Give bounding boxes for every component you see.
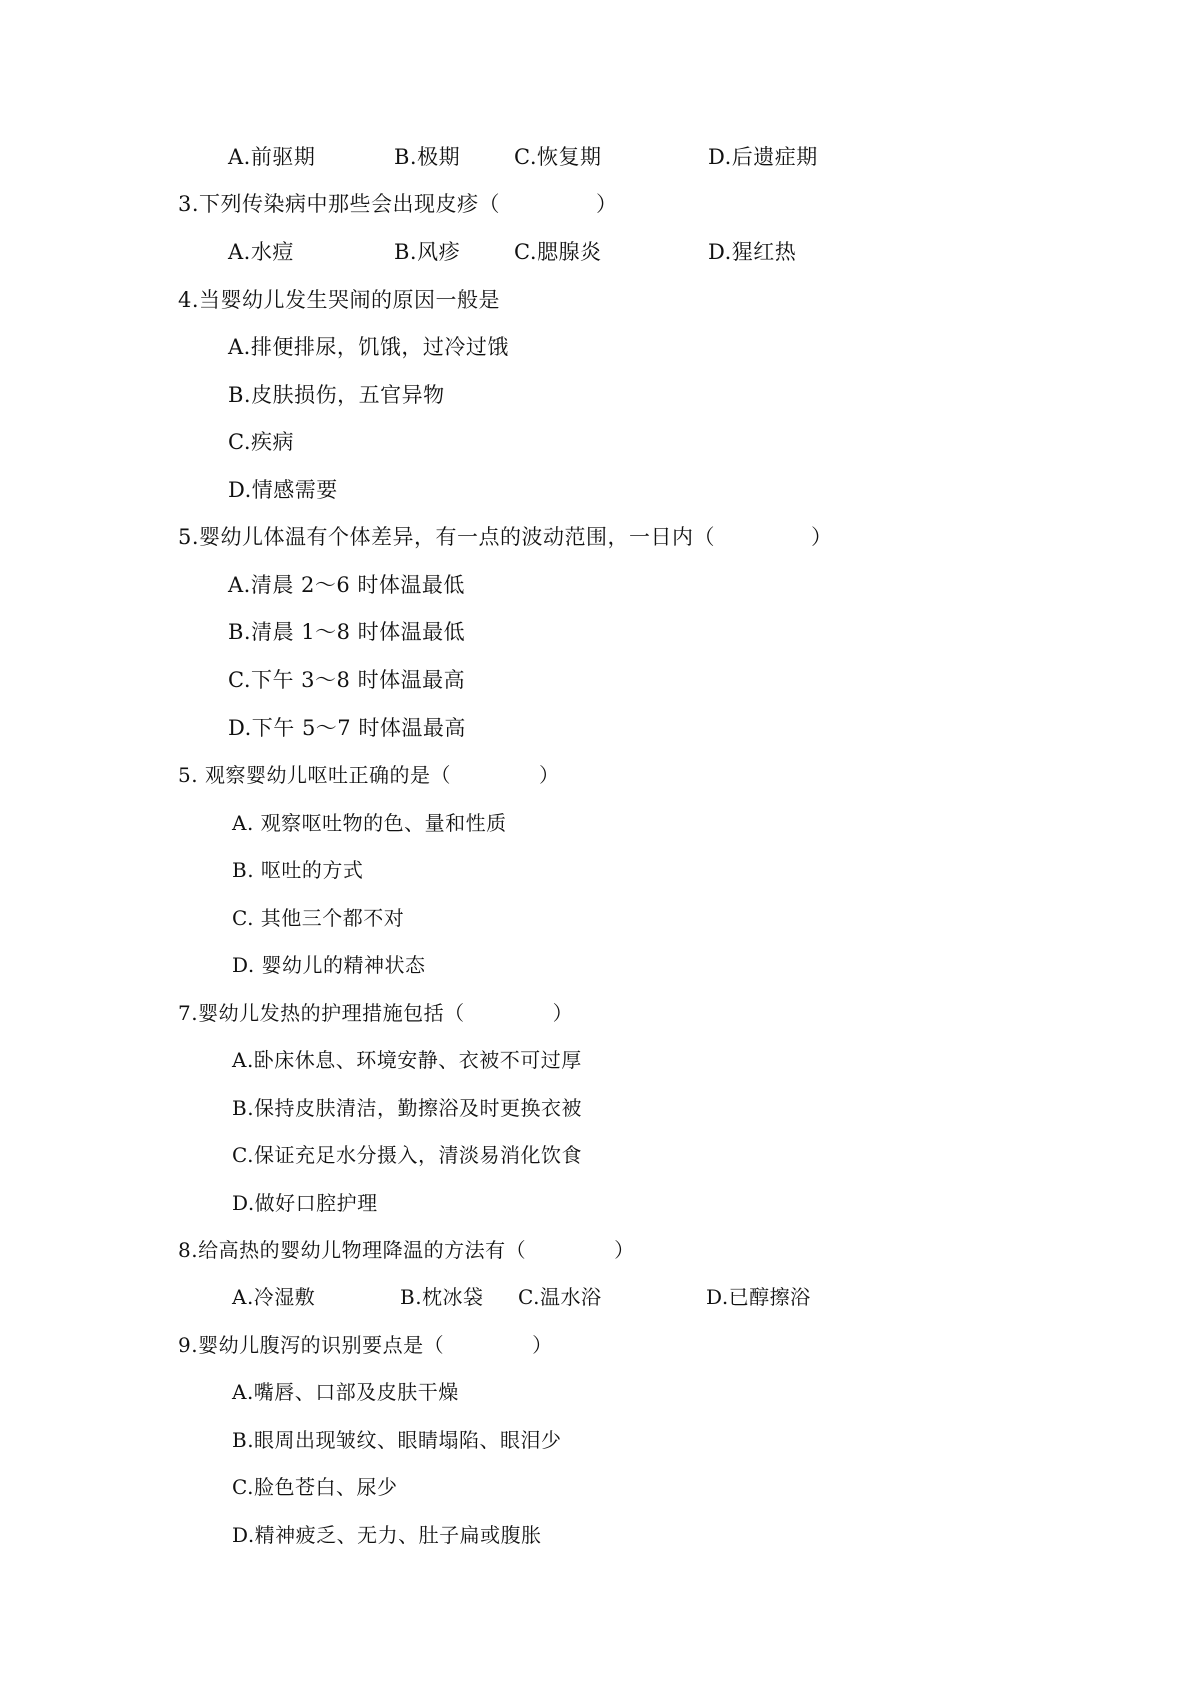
q5-option-d: D.下午 5～7 时体温最高 bbox=[228, 716, 466, 740]
question-7-close-paren: ） bbox=[552, 1001, 574, 1025]
q3-option-a: A.水痘 bbox=[228, 240, 294, 264]
q4-option-b: B.皮肤损伤，五官异物 bbox=[228, 383, 445, 407]
q2-option-a: A.前驱期 bbox=[228, 145, 316, 169]
q5-option-c: C.下午 3～8 时体温最高 bbox=[228, 668, 466, 692]
question-6-text: 5. 观察婴幼儿呕吐正确的是（ bbox=[178, 763, 451, 787]
q8-option-b: B.枕冰袋 bbox=[400, 1285, 484, 1309]
q3-option-b: B.风疹 bbox=[394, 240, 461, 264]
q7-option-b: B.保持皮肤清洁，勤擦浴及时更换衣被 bbox=[232, 1096, 583, 1120]
q7-option-d: D.做好口腔护理 bbox=[232, 1191, 378, 1215]
q4-option-a: A.排便排尿，饥饿，过冷过饿 bbox=[228, 335, 509, 359]
q6-option-c: C. 其他三个都不对 bbox=[232, 906, 405, 930]
q9-option-a: A.嘴唇、口部及皮肤干燥 bbox=[232, 1380, 459, 1404]
question-8-text: 8.给高热的婴幼儿物理降温的方法有（ bbox=[178, 1238, 527, 1262]
q6-option-a: A. 观察呕吐物的色、量和性质 bbox=[232, 811, 507, 835]
question-6-stem bbox=[178, 761, 559, 789]
q2-option-d: D.后遗症期 bbox=[708, 145, 818, 169]
question-3-text: 3.下列传染病中那些会出现皮疹（ bbox=[178, 192, 501, 216]
question-9-text: 9.婴幼儿腹泻的识别要点是（ bbox=[178, 1333, 445, 1357]
question-3-close-paren: ） bbox=[596, 192, 618, 216]
question-8-close-paren: ） bbox=[614, 1238, 635, 1262]
question-7-text: 7.婴幼儿发热的护理措施包括（ bbox=[178, 1001, 465, 1025]
q8-option-d: D.已醇擦浴 bbox=[706, 1285, 811, 1309]
q5-option-b: B.清晨 1～8 时体温最低 bbox=[228, 620, 466, 644]
q9-option-d: D.精神疲乏、无力、肚子扁或腹胀 bbox=[232, 1523, 542, 1547]
q5-option-a: A.清晨 2～6 时体温最低 bbox=[228, 573, 465, 597]
question-5-close-paren: ） bbox=[811, 525, 833, 549]
question-5-stem bbox=[178, 523, 833, 551]
q3-option-d: D.猩红热 bbox=[708, 240, 797, 264]
question-9-close-paren: ） bbox=[532, 1333, 553, 1357]
q7-option-c: C.保证充足水分摄入，清淡易消化饮食 bbox=[232, 1143, 582, 1167]
q6-option-d: D. 婴幼儿的精神状态 bbox=[232, 953, 426, 977]
question-4-stem: 4.当婴幼儿发生哭闹的原因一般是 bbox=[178, 288, 501, 312]
q8-option-a: A.冷湿敷 bbox=[232, 1285, 316, 1309]
q8-option-c: C.温水浴 bbox=[518, 1285, 602, 1309]
q2-option-b: B.极期 bbox=[394, 145, 461, 169]
question-8-stem bbox=[178, 1236, 635, 1264]
q2-option-c: C.恢复期 bbox=[514, 145, 602, 169]
question-3-stem bbox=[178, 190, 618, 218]
q6-option-b: B. 呕吐的方式 bbox=[232, 858, 364, 882]
q9-option-b: B.眼周出现皱纹、眼睛塌陷、眼泪少 bbox=[232, 1428, 562, 1452]
question-6-close-paren: ） bbox=[538, 763, 560, 787]
q4-option-d: D.情感需要 bbox=[228, 478, 338, 502]
q9-option-c: C.脸色苍白、尿少 bbox=[232, 1475, 398, 1499]
q7-option-a: A.卧床休息、环境安静、衣被不可过厚 bbox=[232, 1048, 582, 1072]
question-7-stem bbox=[178, 999, 573, 1027]
q4-option-c: C.疾病 bbox=[228, 430, 294, 454]
question-9-stem bbox=[178, 1331, 553, 1359]
q3-option-c: C.腮腺炎 bbox=[514, 240, 602, 264]
question-5-text: 5.婴幼儿体温有个体差异，有一点的波动范围，一日内（ bbox=[178, 525, 716, 549]
